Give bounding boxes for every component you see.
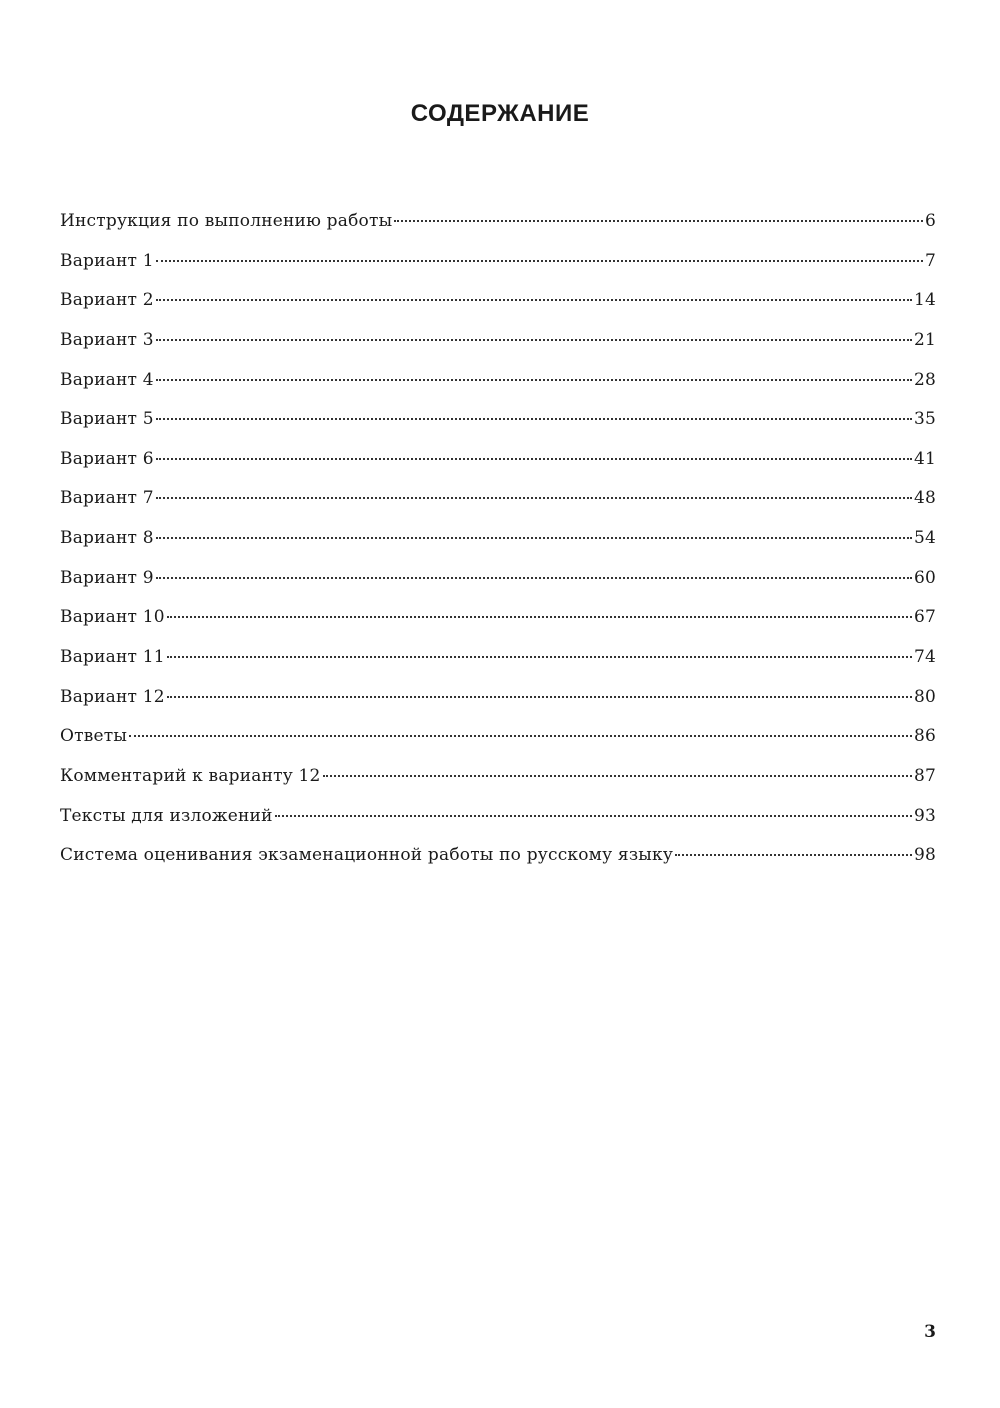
- toc-entry[interactable]: [60, 765, 936, 805]
- toc-entry-page: 67: [913, 607, 936, 628]
- dot-leader: [156, 418, 912, 420]
- toc-entry-page: 6: [924, 211, 936, 231]
- toc-entry[interactable]: [60, 210, 936, 250]
- toc-entry-page: 28: [913, 369, 936, 390]
- toc-entry[interactable]: [60, 448, 936, 488]
- toc-entry-page: 54: [913, 528, 936, 549]
- toc-entry[interactable]: [60, 606, 936, 646]
- dot-leader: [156, 299, 912, 301]
- toc-entry[interactable]: [60, 329, 936, 369]
- toc-entry-page: 87: [913, 765, 936, 786]
- toc-entry-page: 21: [913, 329, 936, 350]
- dot-leader: [156, 458, 912, 460]
- toc-entry[interactable]: [60, 289, 936, 329]
- dot-leader: [129, 735, 912, 737]
- dot-leader: [156, 497, 912, 499]
- toc-entry-page: 86: [913, 726, 936, 747]
- toc-entry-page: 41: [913, 448, 936, 469]
- toc-entry[interactable]: [60, 487, 936, 527]
- dot-leader: [323, 775, 912, 777]
- toc-entry[interactable]: [60, 527, 936, 567]
- toc-entry-page: 80: [913, 686, 936, 707]
- dot-leader: [156, 577, 912, 579]
- dot-leader: [156, 339, 912, 341]
- dot-leader: [675, 854, 912, 856]
- toc-entry-title: Вариант 9: [60, 567, 154, 588]
- dot-leader: [167, 616, 912, 618]
- toc-entry-title: Комментарий к варианту 12: [60, 765, 321, 786]
- toc-entry-page: 98: [913, 845, 936, 866]
- toc-entry-title: Вариант 1: [60, 250, 154, 271]
- toc-entry-page: 60: [913, 567, 936, 588]
- toc-entry[interactable]: [60, 805, 936, 845]
- dot-leader: [156, 260, 923, 262]
- toc-entry-title: Вариант 11: [60, 647, 165, 668]
- toc-entry-title: Вариант 10: [60, 607, 165, 628]
- dot-leader: [167, 696, 912, 698]
- toc-entry-page: 35: [913, 409, 936, 430]
- toc-entry-page: 93: [913, 805, 936, 826]
- toc-entry[interactable]: [60, 844, 936, 884]
- toc-entry-page: 7: [924, 250, 936, 271]
- toc-entry[interactable]: [60, 646, 936, 686]
- page-title: СОДЕРЖАНИЕ: [410, 100, 590, 127]
- dot-leader: [156, 537, 912, 539]
- table-of-contents: [60, 210, 936, 884]
- dot-leader: [394, 220, 923, 222]
- toc-entry-title: Вариант 2: [60, 290, 154, 311]
- toc-entry[interactable]: [60, 250, 936, 290]
- toc-entry[interactable]: [60, 567, 936, 607]
- toc-entry-title: Вариант 12: [60, 686, 165, 707]
- toc-entry[interactable]: [60, 408, 936, 448]
- page-number: 3: [924, 1322, 936, 1342]
- toc-entry-title: Вариант 6: [60, 448, 154, 469]
- toc-entry-title: Инструкция по выполнению работы: [60, 211, 393, 231]
- toc-entry-title: Вариант 7: [60, 488, 154, 509]
- toc-entry[interactable]: [60, 686, 936, 726]
- toc-entry-page: 14: [913, 290, 936, 311]
- toc-entry-title: Вариант 8: [60, 528, 154, 549]
- toc-entry[interactable]: [60, 725, 936, 765]
- toc-entry-page: 48: [913, 488, 936, 509]
- toc-entry-page: 74: [913, 647, 936, 668]
- toc-entry-title: Вариант 3: [60, 329, 154, 350]
- dot-leader: [275, 815, 912, 817]
- dot-leader: [156, 379, 912, 381]
- dot-leader: [167, 656, 912, 658]
- toc-entry-title: Тексты для изложений: [60, 805, 273, 826]
- toc-entry-title: Ответы: [60, 726, 128, 747]
- toc-entry[interactable]: [60, 369, 936, 409]
- toc-entry-title: Вариант 5: [60, 409, 154, 430]
- toc-entry-title: Вариант 4: [60, 369, 154, 390]
- toc-entry-title: Система оценивания экзаменационной работы по русскому языку: [60, 845, 674, 866]
